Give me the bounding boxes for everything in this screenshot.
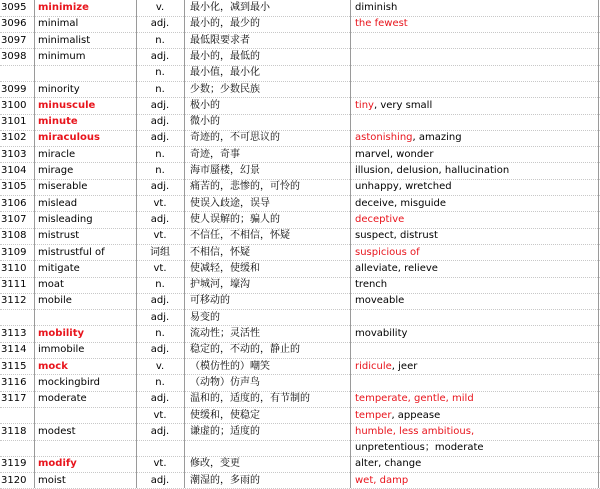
part-of-speech: adj.: [150, 99, 170, 111]
table-row: [0, 342, 600, 358]
headword: minuscule: [38, 99, 96, 111]
synonym-text: suspicious of: [355, 246, 420, 258]
part-of-speech: adj.: [150, 295, 170, 307]
table-row: [0, 424, 600, 440]
part-of-speech: n.: [155, 279, 165, 291]
chinese-definition: 修改，变更: [190, 458, 240, 470]
chinese-definition: 微小的: [190, 116, 220, 128]
table-row: [0, 179, 600, 195]
entry-number: 3111: [1, 279, 27, 291]
headword: minimum: [38, 50, 86, 62]
part-of-speech: vt.: [153, 458, 167, 470]
synonyms: [355, 132, 595, 144]
table-row: [0, 163, 600, 179]
entry-number: 3110: [1, 262, 27, 274]
headword: moat: [38, 279, 64, 291]
chinese-definition: 极小的: [190, 99, 220, 111]
headword: mislead: [38, 197, 78, 209]
part-of-speech: v.: [155, 2, 165, 13]
part-of-speech: vt.: [153, 409, 167, 421]
synonym-text: astonishing: [355, 132, 413, 144]
headword: mistrust: [38, 230, 80, 242]
headword: moist: [38, 474, 66, 486]
synonym-text: illusion, delusion, hallucination: [355, 165, 510, 176]
synonym-text: deceive, misguide: [355, 197, 447, 209]
chinese-definition: 稳定的，不动的，静止的: [190, 344, 300, 356]
entry-number: 3114: [1, 344, 27, 356]
table-row: [0, 228, 600, 244]
table-row: [0, 261, 600, 277]
headword: minute: [38, 116, 78, 128]
synonym-text: movability: [355, 328, 408, 339]
part-of-speech: adj.: [150, 18, 170, 30]
synonyms: [355, 393, 595, 405]
chinese-definition: 少数；少数民族: [190, 83, 260, 95]
entry-number: 3120: [1, 474, 27, 486]
synonym-text: unpretentious；moderate: [355, 442, 484, 454]
synonyms: [355, 18, 595, 30]
synonym-text: marvel, wonder: [355, 148, 434, 160]
synonym-text: the fewest: [355, 18, 408, 30]
headword: minority: [38, 83, 80, 95]
synonym-text: diminish: [355, 2, 398, 13]
synonym-text: temper: [355, 409, 392, 421]
entry-number: 3100: [1, 99, 27, 111]
synonym-text: alleviate, relieve: [355, 262, 438, 274]
synonym-text: temperate, gentle, mild: [355, 393, 474, 405]
part-of-speech: n.: [155, 165, 165, 176]
synonym-text: wet, damp: [355, 474, 409, 486]
synonym-text: moveable: [355, 295, 405, 307]
synonyms: [355, 198, 595, 210]
headword: mitigate: [38, 262, 80, 274]
synonyms: [355, 279, 595, 291]
entry-number: 3116: [1, 376, 27, 388]
synonyms: [355, 361, 595, 373]
part-of-speech: n.: [155, 34, 165, 46]
synonym-text: humble, less ambitious,: [355, 425, 475, 437]
part-of-speech: adj.: [150, 213, 170, 225]
headword: immobile: [38, 344, 85, 356]
entry-number: 3103: [1, 148, 27, 160]
synonyms: [355, 426, 595, 438]
table-row: [0, 147, 600, 163]
part-of-speech: n.: [155, 376, 165, 388]
synonyms: [355, 295, 595, 307]
chinese-definition: 最低限要求者: [190, 34, 250, 46]
table-row: [0, 98, 600, 114]
table-row: [0, 375, 600, 391]
table-row: [0, 33, 600, 49]
synonyms: [355, 165, 595, 177]
synonym-text: trench: [355, 279, 388, 291]
table-row: [0, 0, 600, 16]
chinese-definition: 不相信，怀疑: [190, 246, 250, 258]
headword: modify: [38, 458, 77, 470]
table-row: [0, 130, 600, 146]
entry-number: 3115: [1, 360, 27, 372]
part-of-speech: v.: [155, 360, 165, 372]
headword: mockingbird: [38, 376, 101, 388]
synonyms: [355, 458, 595, 470]
chinese-definition: 使减轻，使缓和: [190, 262, 260, 274]
entry-number: 3107: [1, 213, 27, 225]
headword: moderate: [38, 393, 87, 405]
synonyms: [355, 2, 595, 14]
chinese-definition: 痛苦的，悲惨的，可怜的: [190, 181, 300, 193]
synonyms: [355, 263, 595, 275]
headword: miraculous: [38, 132, 100, 144]
entry-number: 3113: [1, 328, 27, 339]
chinese-definition: 易变的: [190, 311, 220, 323]
table-row: [0, 391, 600, 407]
entry-number: 3109: [1, 246, 27, 258]
part-of-speech: n.: [155, 67, 165, 79]
table-row: [0, 245, 600, 261]
table-row: [0, 196, 600, 212]
entry-number: 3108: [1, 230, 27, 242]
synonym-text: ridicule: [355, 360, 392, 372]
headword: minimal: [38, 18, 79, 30]
entry-number: 3097: [1, 34, 27, 46]
part-of-speech: vt.: [153, 262, 167, 274]
part-of-speech: adj.: [150, 116, 170, 128]
synonym-text: unhappy, wretched: [355, 181, 452, 193]
chinese-definition: 使缓和，使稳定: [190, 409, 260, 421]
chinese-definition: 潮湿的，多雨的: [190, 474, 260, 486]
synonym-text: deceptive: [355, 213, 405, 225]
chinese-definition: 最小的，最低的: [190, 50, 260, 62]
part-of-speech: vt.: [153, 197, 167, 209]
synonyms: [355, 230, 595, 242]
synonyms: [355, 214, 595, 226]
synonyms: [355, 328, 595, 340]
table-row: [0, 82, 600, 98]
table-row: [0, 440, 600, 456]
table-row: [0, 310, 600, 326]
chinese-definition: 温和的，适度的，有节制的: [190, 393, 310, 405]
chinese-definition: 奇迹，奇事: [190, 148, 240, 160]
part-of-speech: adj.: [150, 50, 170, 62]
table-row: [0, 114, 600, 130]
chinese-definition: 可移动的: [190, 295, 230, 307]
table-row: [0, 212, 600, 228]
chinese-definition: 海市蜃楼，幻景: [190, 165, 260, 176]
part-of-speech: n.: [155, 328, 165, 339]
table-row: [0, 49, 600, 65]
headword: mobility: [38, 328, 85, 339]
part-of-speech: n.: [155, 83, 165, 95]
synonyms: [355, 475, 595, 487]
table-row: [0, 408, 600, 424]
chinese-definition: 使误入歧途，误导: [190, 197, 270, 209]
synonym-text: tiny: [355, 99, 374, 111]
synonym-text: , amazing: [412, 132, 462, 144]
entry-number: 3102: [1, 132, 27, 144]
part-of-speech: adj.: [150, 474, 170, 486]
synonym-text: , very small: [373, 99, 433, 111]
synonyms: [355, 149, 595, 161]
headword: miserable: [38, 181, 88, 193]
synonym-text: , appease: [391, 409, 441, 421]
chinese-definition: 最小值，最小化: [190, 67, 260, 79]
synonyms: [355, 181, 595, 193]
part-of-speech: adj.: [150, 344, 170, 356]
chinese-definition: 最小化，减到最小: [190, 2, 270, 13]
table-row: [0, 473, 600, 489]
chinese-definition: 最小的，最少的: [190, 18, 260, 30]
synonyms: [355, 442, 595, 454]
table-row: [0, 65, 600, 81]
entry-number: 3099: [1, 83, 27, 95]
entry-number: 3095: [1, 2, 27, 13]
part-of-speech: adj.: [150, 181, 170, 193]
synonyms: [355, 410, 595, 422]
chinese-definition: 流动性；灵活性: [190, 328, 260, 339]
entry-number: 3104: [1, 165, 27, 176]
headword: mobile: [38, 295, 72, 307]
table-row: [0, 456, 600, 472]
chinese-definition: 谦虚的；适度的: [190, 425, 260, 437]
table-row: [0, 277, 600, 293]
chinese-definition: 护城河，壕沟: [190, 279, 250, 291]
synonym-text: suspect, distrust: [355, 230, 438, 242]
headword: minimalist: [38, 34, 91, 46]
chinese-definition: 不信任，不相信，怀疑: [190, 230, 290, 242]
part-of-speech: adj.: [150, 425, 170, 437]
headword: modest: [38, 425, 76, 437]
entry-number: 3119: [1, 458, 27, 470]
part-of-speech: 词组: [150, 246, 170, 258]
synonyms: [355, 247, 595, 259]
chinese-definition: （模仿性的）嘲笑: [190, 360, 270, 372]
synonym-text: alter, change: [355, 458, 422, 470]
table-row: [0, 326, 600, 342]
entry-number: 3117: [1, 393, 27, 405]
entry-number: 3118: [1, 425, 27, 437]
part-of-speech: vt.: [153, 230, 167, 242]
entry-number: 3101: [1, 116, 27, 128]
entry-number: 3106: [1, 197, 27, 209]
synonyms: [355, 100, 595, 112]
headword: minimize: [38, 2, 89, 13]
part-of-speech: n.: [155, 148, 165, 160]
table-row: [0, 359, 600, 375]
entry-number: 3105: [1, 181, 27, 193]
table-row: [0, 293, 600, 309]
chinese-definition: 奇迹的，不可思议的: [190, 132, 280, 144]
headword: mirage: [38, 165, 74, 176]
chinese-definition: 使人误解的；骗人的: [190, 213, 280, 225]
chinese-definition: （动物）仿声鸟: [190, 376, 260, 388]
headword: mistrustful of: [38, 246, 105, 258]
headword: miracle: [38, 148, 76, 160]
table-row: [0, 16, 600, 32]
part-of-speech: adj.: [150, 311, 170, 323]
headword: mock: [38, 360, 68, 372]
entry-number: 3098: [1, 50, 27, 62]
entry-number: 3096: [1, 18, 27, 30]
entry-number: 3112: [1, 295, 27, 307]
part-of-speech: adj.: [150, 393, 170, 405]
headword: misleading: [38, 213, 93, 225]
part-of-speech: adj.: [150, 132, 170, 144]
synonym-text: , jeer: [391, 360, 418, 372]
